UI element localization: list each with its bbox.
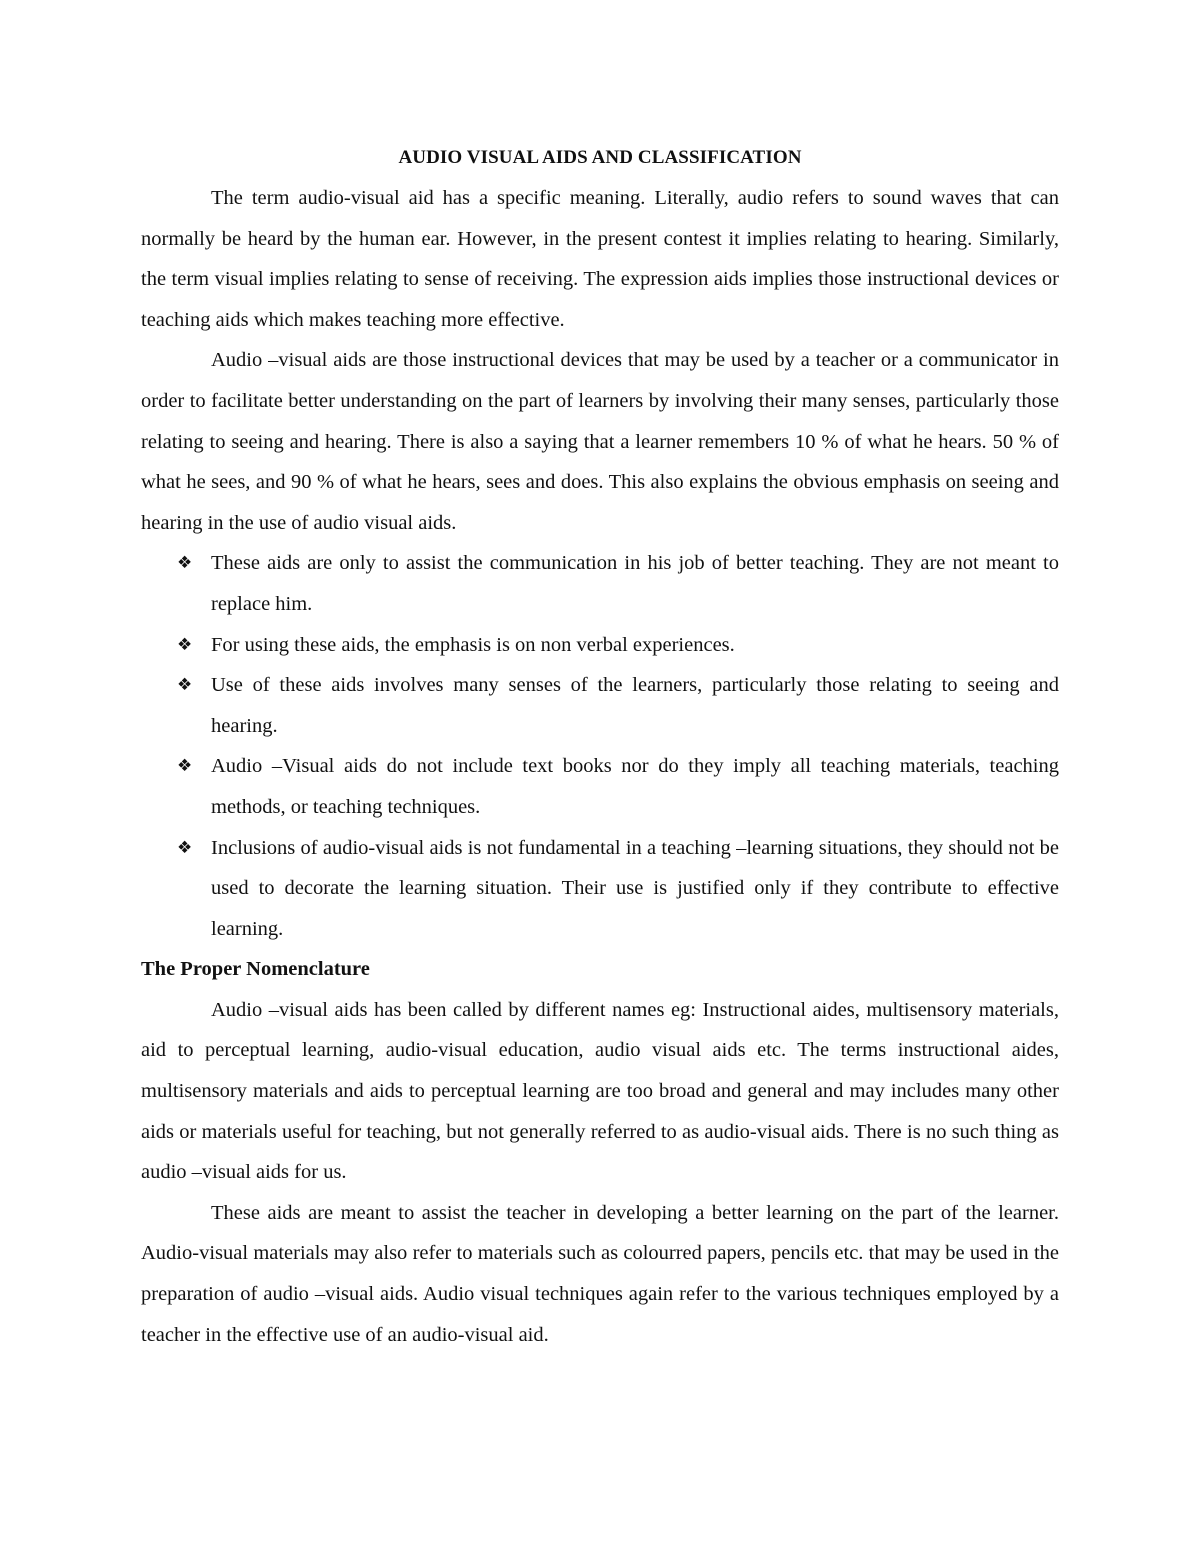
bullet-item xyxy=(177,665,1059,746)
diamond-bullet-icon: ❖ xyxy=(177,634,193,655)
nomenclature-paragraph-2: These aids are meant to assist the teacher in developing a better learning on the part of the learner. Audio-visual materials may also refer to materials such as colourred papers, pencils etc. that may be used in the preparation of audio –visual aids. Audio visual techniques again refer to the various techniques employed by a teacher in the effective use of an audio-visual aid. xyxy=(141,1201,1059,1346)
intro-paragraph-1: The term audio-visual aid has a specific meaning. Literally, audio refers to sound waves that can normally be heard by the human ear. However, in the present contest it implies relating to hearing. Similarly, the term visual implies relating to sense of receiving. The expression aids implies those instructional devices or teaching aids which makes teaching more effective. xyxy=(141,187,1059,331)
bullet-item xyxy=(177,625,1059,666)
document-title: AUDIO VISUAL AIDS AND CLASSIFICATION xyxy=(398,147,802,168)
diamond-bullet-icon: ❖ xyxy=(177,553,193,574)
bullet-item xyxy=(177,543,1059,624)
intro-paragraph-2: Audio –visual aids are those instructional devices that may be used by a teacher or a communicator in order to facilitate better understanding on the part of learners by involving their many senses, particularly those relating to seeing and hearing. There is also a saying that a learner remembers 10 % of what he hears. 50 % of what he sees, and 90 % of what he hears, sees and does. This also explains the obvious emphasis on seeing and hearing in the use of audio visual aids. xyxy=(141,349,1059,534)
diamond-bullet-icon: ❖ xyxy=(177,675,193,696)
diamond-bullet-icon: ❖ xyxy=(177,756,193,777)
diamond-bullet-icon: ❖ xyxy=(177,837,193,858)
bullet-text: Inclusions of audio-visual aids is not fundamental in a teaching –learning situations, they should not be used to decorate the learning situation. Their use is justified only if they contribute to effective learning. xyxy=(211,836,1059,940)
bullet-text: Use of these aids involves many senses of the learners, particularly those relating to seeing and hearing. xyxy=(211,674,1059,737)
bullet-item xyxy=(177,746,1059,827)
bullet-text: Audio –Visual aids do not include text books nor do they imply all teaching materials, teaching methods, or teaching techniques. xyxy=(211,755,1059,818)
section-heading: The Proper Nomenclature xyxy=(141,958,370,981)
nomenclature-paragraph-1: Audio –visual aids has been called by different names eg: Instructional aides, multisensory materials, aid to perceptual learning, audio-visual education, audio visual aids etc. The terms instructional aides, multisensory materials and aids to perceptual learning are too broad and general and may includes many other aids or materials useful for teaching, but not generally referred to as audio-visual aids. There is no such thing as audio –visual aids for us. xyxy=(141,998,1059,1184)
bullet-text: These aids are only to assist the communication in his job of better teaching. They are not meant to replace him. xyxy=(211,552,1059,615)
bullet-item xyxy=(177,828,1059,950)
bullet-text: For using these aids, the emphasis is on non verbal experiences. xyxy=(211,633,735,656)
bullet-list xyxy=(141,543,1059,949)
document-page xyxy=(141,138,1059,1355)
